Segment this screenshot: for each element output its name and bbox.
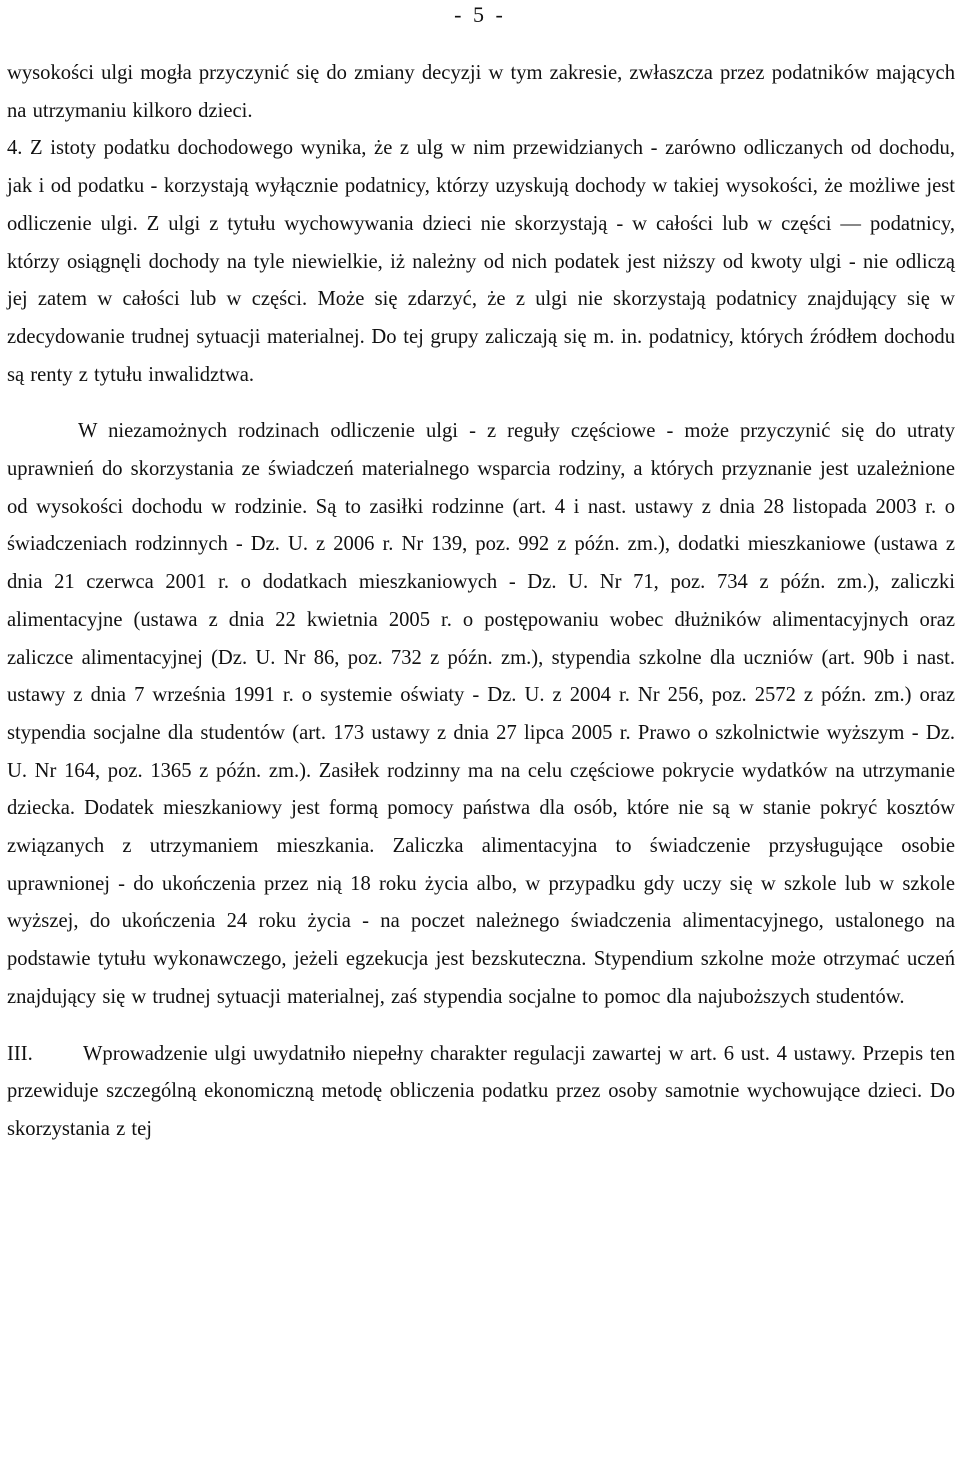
- paragraph-continuation: wysokości ulgi mogła przyczynić się do zmiany decyzji w tym zakresie, zwłaszcza przez podatników mających na utrzymaniu kilkoro dzieci.: [7, 62, 955, 122]
- page-number: - 5 -: [454, 2, 506, 27]
- paragraph-benefits: W niezamożnych rodzinach odliczenie ulgi - z reguły częściowe - może przyczynić się do utraty uprawnień do skorzystania ze świadczeń materialnego wsparcia rodziny, a których przyznanie jest uzależnione od wysokości dochodu w rodzinie. Są to zasiłki rodzinne (art. 4 i nast. ustawy z dnia 28 listopada 2003 r. o świadczeniach rodzinnych - Dz. U. z 2006 r. Nr 139, poz. 992 z późn. zm.), dodatki mieszkaniowe (ustawa z dnia 21 czerwca 2001 r. o dodatkach mieszkaniowych - Dz. U. Nr 71, poz. 734 z późn. zm.), zaliczki alimentacyjne (ustawa z dnia 22 kwietnia 2005 r. o postępowaniu wobec dłużników alimentacyjnych oraz zaliczce alimentacyjnej (Dz. U. Nr 86, poz. 732 z późn. zm.), stypendia szkolne dla uczniów (art. 90b i nast. ustawy z dnia 7 września 1991 r. o systemie oświaty - Dz. U. z 2004 r. Nr 256, poz. 2572 z późn. zm.) oraz stypendia socjalne dla studentów (art. 173 ustawy z dnia 27 lipca 2005 r. Prawo o szkolnictwie wyższym - Dz. U. Nr 164, poz. 1365 z późn. zm.). Zasiłek rodzinny ma na celu częściowe pokrycie wydatków na utrzymanie dziecka. Dodatek mieszkaniowy jest formą pomocy państwa dla osób, które nie są w stanie pokryć kosztów związanych z utrzymaniem mieszkania. Zaliczka alimentacyjna to świadczenie przysługujące osobie uprawnionej - do ukończenia przez nią 18 roku życia albo, w przypadku gdy uczy się w szkole lub w szkole wyższej, do ukończenia 24 roku życia - na poczet należnego świadczenia alimentacyjnego, ustalonego na podstawie tytułu wykonawczego, jeżeli egzekucja jest bezskuteczna. Stypendium szkolne może otrzymać uczeń znajdujący się w trudnej sytuacji materialnej, zaś stypendia socjalne to pomoc dla najuboższych studentów.: [7, 420, 955, 1008]
- section-iii-text: Wprowadzenie ulgi uwydatniło niepełny charakter regulacji zawartej w art. 6 ust. 4 ustawy. Przepis ten przewiduje szczególną ekonomiczną metodę obliczenia podatku przez osoby samotnie wychowujące dzieci. Do skorzystania z tej: [7, 1042, 955, 1140]
- paragraph-point-4: 4. Z istoty podatku dochodowego wynika, że z ulg w nim przewidzianych - zarówno odliczanych od dochodu, jak i od podatku - korzystają wyłącznie podatnicy, którzy uzyskują dochody w takiej wysokości, że możliwe jest odliczenie ulgi. Z ulgi z tytułu wychowywania dzieci nie skorzystają - w całości lub w części — podatnicy, którzy osiągnęli dochody na tyle niewielkie, iż należny od nich podatek jest niższy od kwoty ulgi - nie odliczą jej zatem w całości lub w części. Może się zdarzyć, że z ulgi nie skorzystają podatnicy znajdujący się w zdecydowanie trudnej sytuacji materialnej. Do tej grupy zaliczają się m. in. podatnicy, których źródłem dochodu są renty z tytułu inwalidztwa.: [7, 137, 955, 386]
- document-body: [7, 55, 955, 1149]
- section-number: III.: [7, 1042, 33, 1065]
- paragraph-section-iii: [7, 1036, 955, 1149]
